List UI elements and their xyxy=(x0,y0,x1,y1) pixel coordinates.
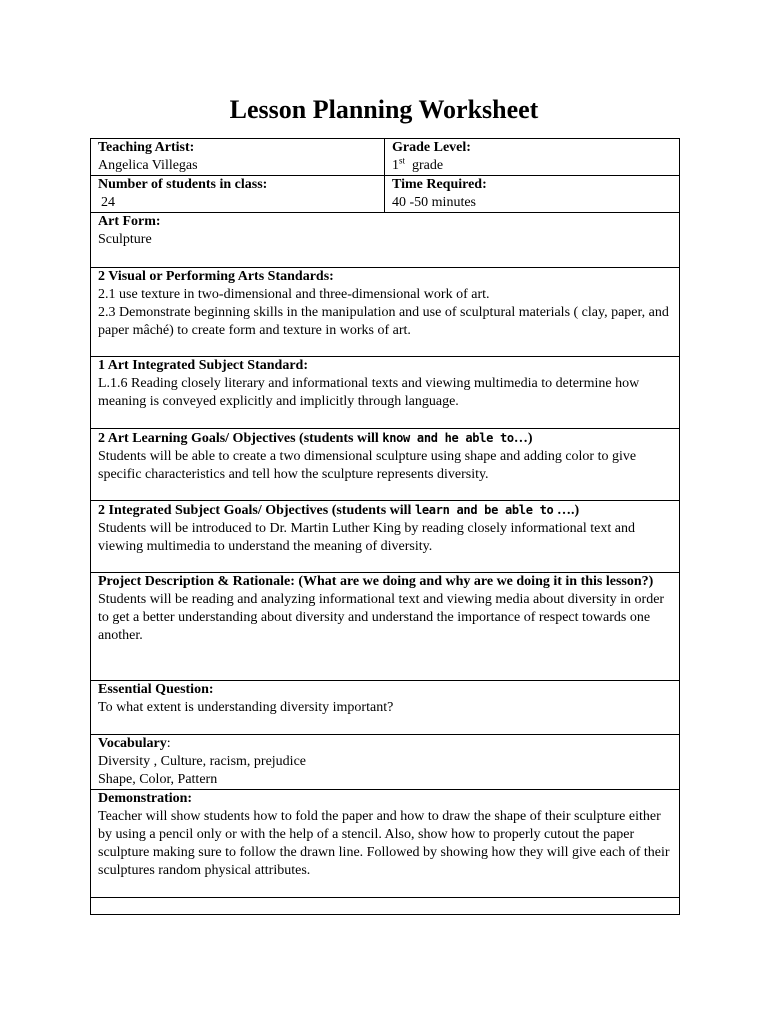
grade-level-label: Grade Level: xyxy=(392,140,471,155)
arts-standard-line: 2.3 Demonstrate beginning skills in the manipulation and use of sculptural materials ( clay, paper, and paper mâché) to create form and texture in works of art. xyxy=(98,305,669,338)
arts-standards-cell xyxy=(91,268,680,357)
essential-question-value: To what extent is understanding diversity important? xyxy=(98,700,394,715)
empty-cell xyxy=(91,898,680,915)
art-goals-label xyxy=(98,429,674,448)
students-label: Number of students in class: xyxy=(98,177,268,192)
vocabulary-line: Shape, Color, Pattern xyxy=(98,772,218,787)
art-goals-cell xyxy=(91,429,680,501)
subject-standard-label: 1 Art Integrated Subject Standard: xyxy=(98,358,308,373)
row-essential-question xyxy=(91,681,680,735)
teaching-artist-cell xyxy=(91,139,385,176)
teaching-artist-value: Angelica Villegas xyxy=(98,158,198,173)
row-artist-grade xyxy=(91,139,680,176)
art-goals-label-a: 2 Art Learning Goals/ Objectives (students will xyxy=(98,431,383,446)
teaching-artist-label: Teaching Artist: xyxy=(98,140,195,155)
grade-level-value-line xyxy=(392,157,674,175)
arts-standards-label: 2 Visual or Performing Arts Standards: xyxy=(98,269,334,284)
demonstration-value: Teacher will show students how to fold the paper and how to draw the shape of their sculpture either by using a pencil only or with the help of a stencil. Also, show how to properly cutout the paper sculpture making sure to follow the drawn line. Followed by showing how they will give each of their sculptures random physical attributes. xyxy=(98,809,670,878)
demonstration-label: Demonstration: xyxy=(98,791,193,806)
row-art-goals xyxy=(91,429,680,501)
vocabulary-colon: : xyxy=(166,736,171,751)
subject-goals-cell xyxy=(91,501,680,573)
project-cell xyxy=(91,573,680,681)
essential-question-label: Essential Question: xyxy=(98,682,214,697)
subject-goals-label-c: ….) xyxy=(553,503,580,518)
art-goals-label-b: know and he able to xyxy=(382,431,514,445)
vocabulary-cell xyxy=(91,735,680,790)
grade-level-cell xyxy=(385,139,680,176)
art-form-label: Art Form: xyxy=(98,214,161,229)
project-label: Project Description & Rationale: (What are we doing and why are we doing it in this lesson?) xyxy=(98,574,654,589)
row-empty xyxy=(91,898,680,915)
subject-goals-label-a: 2 Integrated Subject Goals/ Objectives (students will xyxy=(98,503,415,518)
row-arts-standards xyxy=(91,268,680,357)
vocabulary-heading xyxy=(98,735,674,753)
time-cell xyxy=(385,176,680,213)
grade-number: 1 xyxy=(392,158,399,173)
time-label: Time Required: xyxy=(392,177,487,192)
row-subject-standard xyxy=(91,357,680,429)
students-cell xyxy=(91,176,385,213)
vocabulary-label: Vocabulary xyxy=(98,736,167,751)
row-demonstration xyxy=(91,790,680,898)
row-students-time xyxy=(91,176,680,213)
subject-standard-value: L.1.6 Reading closely literary and informational texts and viewing multimedia to determine how meaning is conveyed explicitly and implicitly through language. xyxy=(98,376,640,409)
subject-standard-cell xyxy=(91,357,680,429)
row-project xyxy=(91,573,680,681)
vocabulary-line: Diversity , Culture, racism, prejudice xyxy=(98,754,306,769)
essential-question-cell xyxy=(91,681,680,735)
art-form-value: Sculpture xyxy=(98,232,152,247)
subject-goals-label xyxy=(98,501,674,520)
time-value: 40 -50 minutes xyxy=(392,195,476,210)
demonstration-cell xyxy=(91,790,680,898)
subject-goals-value: Students will be introduced to Dr. Martin Luther King by reading closely informational text and viewing multimedia to understand the meaning of diversity. xyxy=(98,521,635,554)
art-form-cell xyxy=(91,213,680,268)
page-title: Lesson Planning Worksheet xyxy=(229,95,539,124)
grade-suffix: st xyxy=(399,155,406,166)
arts-standard-line: 2.1 use texture in two-dimensional and three-dimensional work of art. xyxy=(98,287,490,302)
students-value: 24 xyxy=(101,195,115,210)
row-vocabulary xyxy=(91,735,680,790)
grade-level-value: grade xyxy=(412,158,444,173)
worksheet-table xyxy=(90,138,680,915)
subject-goals-label-b: learn and be able to xyxy=(414,503,554,517)
row-subject-goals xyxy=(91,501,680,573)
art-goals-label-c: …) xyxy=(513,431,533,446)
row-art-form xyxy=(91,213,680,268)
project-value: Students will be reading and analyzing informational text and viewing media about diversity in order to get a better understanding about diversity and understand the importance of respect towards one another. xyxy=(98,592,665,643)
art-goals-value: Students will be able to create a two dimensional sculpture using shape and adding color to give specific characteristics and tell how the sculpture represents diversity. xyxy=(98,449,637,482)
